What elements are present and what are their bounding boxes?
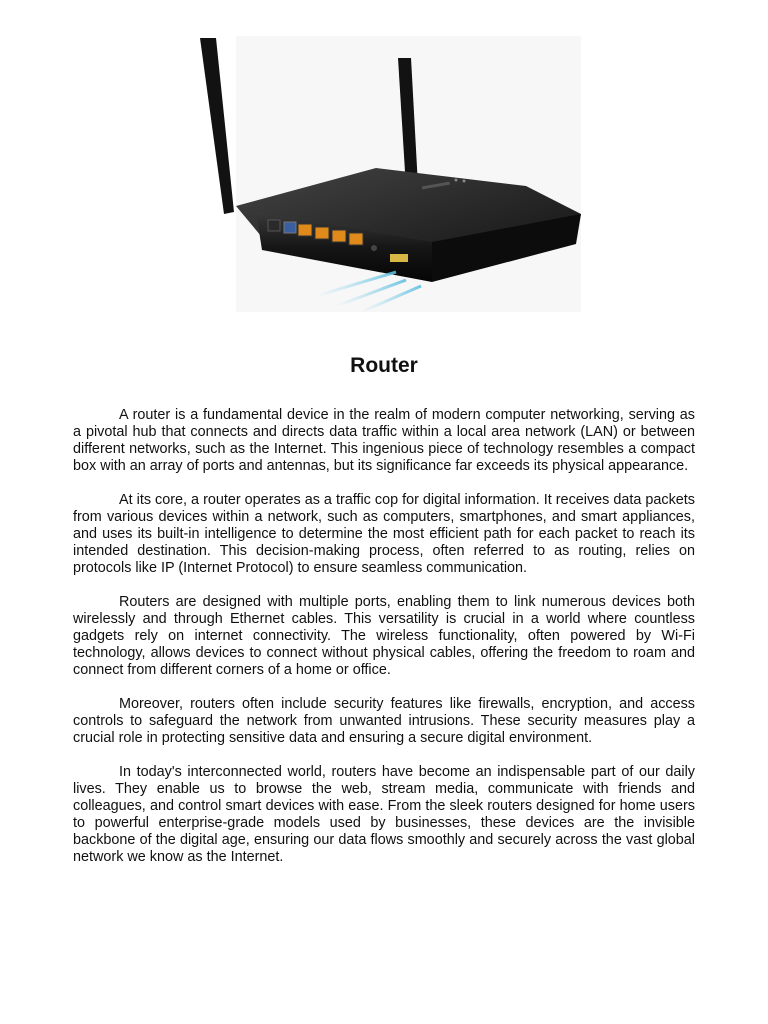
paragraph: Moreover, routers often include security features like firewalls, encryption, and access controls to safeguard the network from unwanted intrusions. These security measures play a crucial role in protecting sensitive data and ensuring a secure digital environment. [73,696,695,746]
paragraph: A router is a fundamental device in the realm of modern computer networking, serving as a pivotal hub that connects and directs data traffic within a local area network (LAN) or between different networks, such as the Internet. This ingenious piece of technology resembles a compact box with an array of ports and antennas, but its significance far exceeds its physical appearance. [73,407,695,474]
router-image [196,36,586,312]
paragraph: Routers are designed with multiple ports, enabling them to link numerous devices both wirelessly and through Ethernet cables. This versatility is crucial in a world where countless gadgets rely on internet connectivity. The wireless functionality, often powered by Wi-Fi technology, allows devices to connect without physical cables, offering the freedom to roam and connect from different corners of a home or office. [73,594,695,678]
article-body [73,407,695,883]
paragraph: At its core, a router operates as a traffic cop for digital information. It receives data packets from various devices within a network, such as computers, smartphones, and smart appliances, and uses its built-in intelligence to determine the most efficient path for each packet to reach its intended destination. This decision-making process, often referred to as routing, relies on protocols like IP (Internet Protocol) to ensure seamless communication. [73,492,695,576]
paragraph: In today's interconnected world, routers have become an indispensable part of our daily lives. They enable us to browse the web, stream media, communicate with friends and colleagues, and control smart devices with ease. From the sleek routers designed for home users to powerful enterprise-grade models used by businesses, these devices are the invisible backbone of the digital age, ensuring our data flows smoothly and securely across the vast global network we know as the Internet. [73,764,695,865]
page-title: Router [350,354,418,377]
